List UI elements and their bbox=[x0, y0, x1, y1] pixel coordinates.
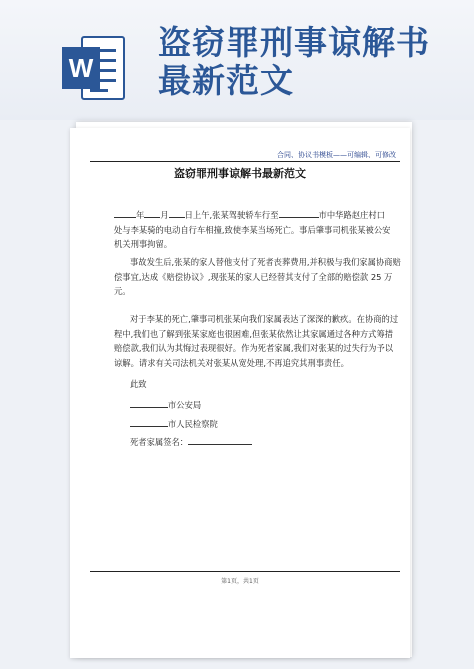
month-suffix: 月 bbox=[160, 210, 169, 220]
blank-city-2 bbox=[130, 417, 168, 427]
blank-city-1 bbox=[130, 398, 168, 408]
p1-day-text: 日上午,张某驾驶轿车行至 bbox=[184, 210, 279, 220]
p1-road-text: 市中华路赵庄村口 bbox=[318, 210, 385, 220]
blank-day bbox=[169, 208, 185, 218]
p3-line3: 赔偿款,我们认为其悔过表现很好。作为死者家属,我们对张某的过失行为予以 bbox=[114, 343, 394, 353]
p3-line1: 对于李某的死亡,肇事司机张某向我们家属表达了深深的歉疚。在协商的过 bbox=[130, 314, 399, 324]
p1-line2: 处与李某骑的电动自行车相撞,致使李某当场死亡。事后肇事司机张某被公安 bbox=[114, 224, 391, 235]
document-page bbox=[70, 128, 410, 658]
signature-blank bbox=[188, 435, 252, 445]
p2-line3: 元。 bbox=[114, 286, 131, 296]
paragraph-2 bbox=[114, 255, 400, 299]
svg-text:W: W bbox=[68, 53, 94, 83]
banner-title-line2: 最新范文 bbox=[158, 61, 294, 100]
footer-divider bbox=[90, 571, 400, 572]
recipient-1: 市公安局 bbox=[168, 400, 202, 410]
p3-line2: 程中,我们也了解到张某家庭也很困难,但张某依然让其家属通过各种方式筹措 bbox=[114, 328, 394, 339]
p1-line3: 机关刑事拘留。 bbox=[114, 239, 173, 249]
header-note: 合同、协议书模板——可编辑、可修改 bbox=[277, 151, 396, 159]
header-divider bbox=[90, 161, 400, 162]
blank-month bbox=[144, 208, 160, 218]
document-title: 盗窃罪刑事谅解书最新范文 bbox=[174, 167, 306, 180]
banner-title bbox=[158, 24, 458, 100]
banner bbox=[0, 0, 474, 120]
closing-block bbox=[114, 377, 400, 392]
closing-text: 此致 bbox=[130, 379, 147, 389]
recipients bbox=[130, 398, 416, 450]
recipient-2: 市人民检察院 bbox=[168, 418, 218, 429]
blank-year bbox=[114, 208, 136, 218]
p2-line2: 偿事宜,达成《赔偿协议》,现张某的家人已经替其支付了全部的赔偿款 25 万 bbox=[114, 271, 393, 282]
p2-line1: 事故发生后,张某的家人替他支付了死者丧葬费用,并积极与我们家属协商赔 bbox=[130, 257, 401, 267]
banner-title-line1: 盗窃罪刑事谅解书 bbox=[158, 23, 430, 62]
word-doc-icon bbox=[60, 33, 128, 103]
signature-label: 死者家属签名： bbox=[130, 437, 189, 447]
paragraph-3 bbox=[114, 312, 400, 370]
year-suffix: 年 bbox=[136, 210, 145, 220]
page-number: 第1页，共1页 bbox=[221, 578, 259, 585]
p3-line4: 谅解。请求有关司法机关对张某从宽处理,不再追究其刑事责任。 bbox=[114, 357, 349, 368]
blank-location bbox=[279, 208, 319, 218]
paragraph-1 bbox=[114, 208, 400, 252]
